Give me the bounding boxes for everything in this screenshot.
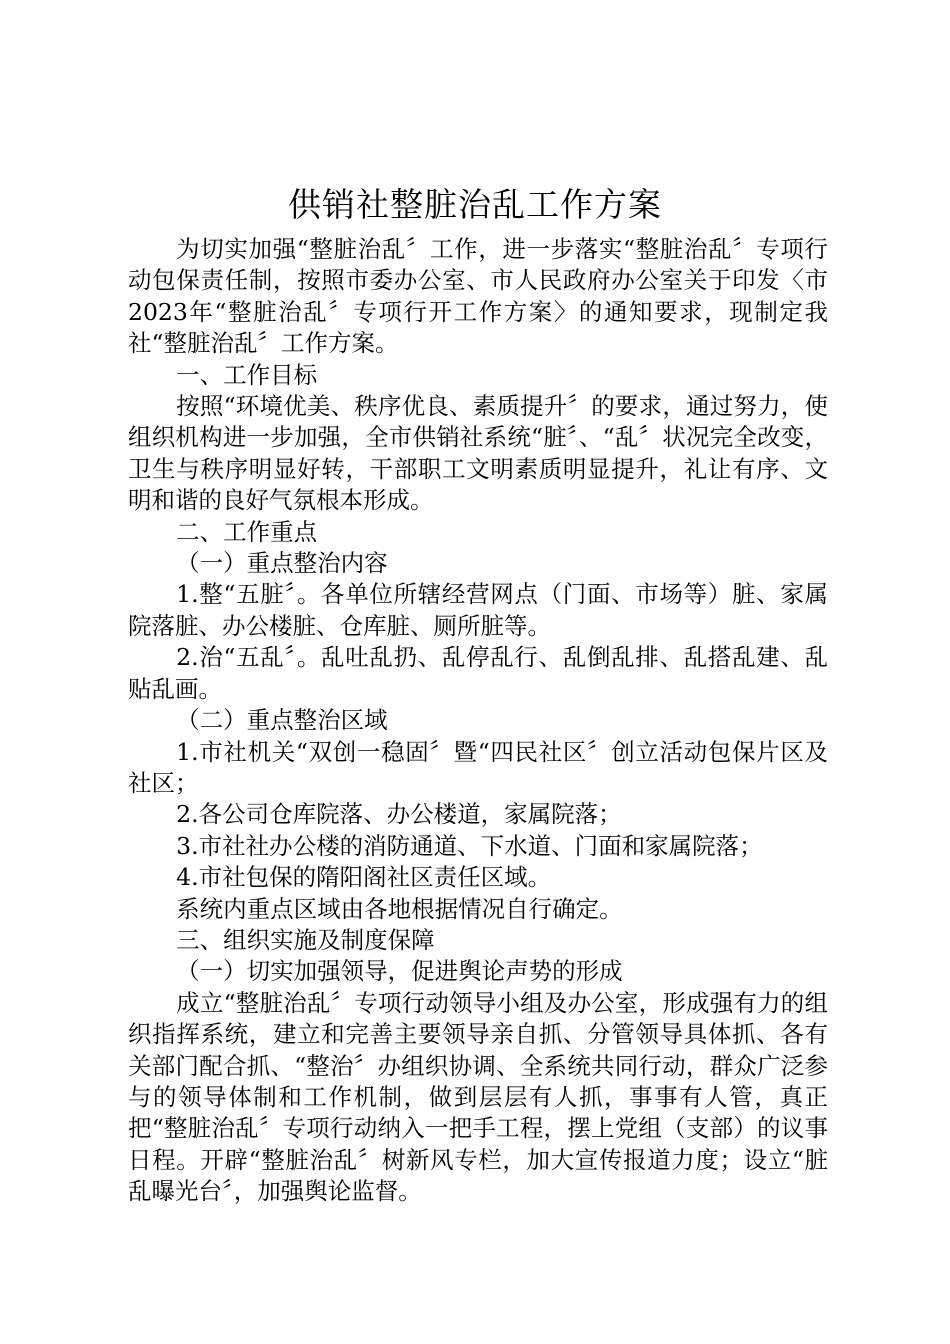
areas-note: 系统内重点区域由各地根据情况自行确定。 — [176, 894, 623, 923]
list-item: 2.治“五乱〞。乱吐乱扔、乱停乱行、乱倒乱排、乱搭乱建、乱贴乱画。 — [128, 643, 828, 703]
subheading-areas: （二）重点整治区域 — [176, 706, 388, 735]
section-heading-focus: 二、工作重点 — [176, 517, 318, 546]
document-body — [128, 234, 828, 1208]
intro-paragraph: 为切实加强“整脏治乱〞工作，进一步落实“整脏治乱〞专项行动包保责任制，按照市委办公室、市人民政府办公室关于印发〈市2023年“整脏治乱〞专项行开工作方案〉的通知要求，现制定我社“整脏治乱〞工作方案。 — [128, 235, 828, 358]
list-item: 2.各公司仓库院落、办公楼道，家属院落； — [176, 800, 622, 829]
list-item: 1.市社机关“双创一稳固〞暨“四民社区〞创立活动包保片区及社区； — [128, 737, 828, 797]
subheading-content: （一）重点整治内容 — [176, 549, 388, 578]
leadership-paragraph: 成立“整脏治乱〞专项行动领导小组及办公室，形成强有力的组织指挥系统，建立和完善主要领导亲自抓、分管领导具体抓、各有关部门配合抓、“整治〞办组织协调、全系统共同行动，群众广泛参与的领导体制和工作机制，做到层层有人抓，事事有人管，真正把“整脏治乱〞专项行动纳入一把手工程，摆上党组（支部）的议事日程。开辟“整脏治乱〞树新风专栏，加大宣传报道力度；设立“脏乱曝光台〞，加强舆论监督。 — [128, 988, 828, 1206]
list-item: 3.市社社办公楼的消防通道、下水道、门面和家属院落； — [176, 831, 763, 860]
list-item: 4.市社包保的隋阳阁社区责任区域。 — [176, 863, 552, 892]
document-title: 供销社整脏治乱工作方案 — [288, 185, 662, 224]
section-heading-goals: 一、工作目标 — [176, 360, 318, 389]
section-heading-implementation: 三、组织实施及制度保障 — [176, 925, 435, 954]
subheading-leadership: （一）切实加强领导，促进舆论声势的形成 — [176, 957, 623, 986]
list-item: 1.整“五脏〞。各单位所辖经营网点（门面、市场等）脏、家属院落脏、办公楼脏、仓库脏、厕所脏等。 — [128, 580, 828, 640]
goals-paragraph: 按照“环境优美、秩序优良、素质提升〞的要求，通过努力，使组织机构进一步加强，全市供销社系统“脏〞、“乱〞状况完全改变，卫生与秩序明显好转，干部职工文明素质明显提升，礼让有序、文明和谐的良好气氛根本形成。 — [128, 392, 828, 515]
